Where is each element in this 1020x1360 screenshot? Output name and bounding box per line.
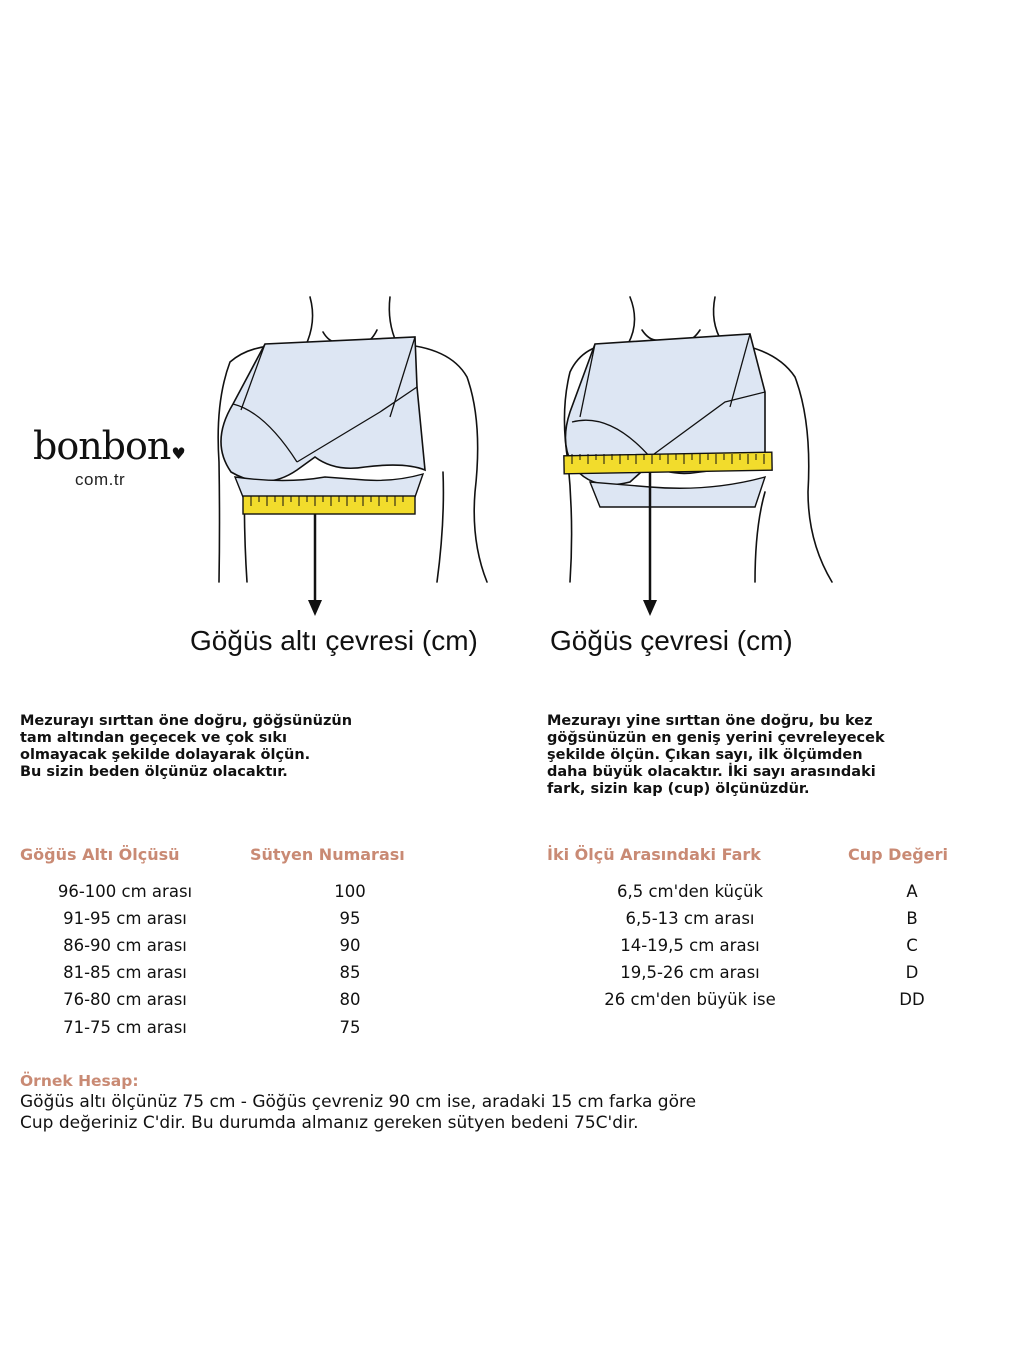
table-cell: DD	[899, 990, 925, 1009]
brand-logo	[33, 424, 185, 468]
table-cell: 14-19,5 cm arası	[620, 936, 760, 955]
table-cell: 81-85 cm arası	[63, 963, 187, 982]
example-title: Örnek Hesap:	[20, 1072, 139, 1090]
table-cell: 71-75 cm arası	[63, 1018, 187, 1037]
table-cell: 26 cm'den büyük ise	[604, 990, 776, 1009]
table-cell: 19,5-26 cm arası	[620, 963, 760, 982]
underbust-instructions: Mezurayı sırttan öne doğru, göğsünüzün tam altından geçecek ve çok sıkı olmayacak şekilde dolayarak ölçün. Bu sizin beden ölçünüz olacaktır.	[20, 713, 353, 780]
table-cell: A	[906, 882, 918, 901]
arrow-down-icon	[308, 514, 322, 616]
table-cell: 6,5-13 cm arası	[625, 909, 755, 928]
brand-domain: com.tr	[75, 470, 126, 489]
example-line: Göğüs altı ölçünüz 75 cm - Göğüs çevreniz 90 cm ise, aradaki 15 cm farka göre	[20, 1092, 697, 1112]
table-cell: 86-90 cm arası	[63, 936, 187, 955]
band-table-header-underbust: Göğüs Altı Ölçüsü	[20, 845, 180, 864]
bra-shape	[221, 337, 425, 482]
table-cell: 76-80 cm arası	[63, 990, 187, 1009]
cup-table-header-difference: İki Ölçü Arasındaki Fark	[547, 845, 761, 864]
table-cell: 100	[334, 882, 366, 901]
bust-instructions: Mezurayı yine sırttan öne doğru, bu kez göğsünüzün en geniş yerini çevreleyecek şekilde ölçün. Çıkan sayı, ilk ölçümden daha büyük olacaktır. İki sayı arasındaki fark, sizin kap (cup) ölçünüzdür.	[547, 713, 885, 797]
table-cell: B	[906, 909, 918, 928]
table-cell: 90	[339, 936, 361, 955]
bust-illustration	[550, 292, 850, 622]
table-cell: C	[906, 936, 918, 955]
heart-icon: ♥	[171, 444, 185, 463]
table-cell: 85	[339, 963, 361, 982]
band-table-header-size: Sütyen Numarası	[250, 845, 405, 864]
table-cell: 6,5 cm'den küçük	[616, 882, 764, 901]
table-cell: 96-100 cm arası	[57, 882, 193, 901]
table-cell: D	[905, 963, 919, 982]
table-cell: 80	[339, 990, 361, 1009]
brand-name: bonbon	[33, 424, 171, 468]
table-cell: 95	[339, 909, 361, 928]
measuring-tape	[243, 496, 415, 514]
bust-caption: Göğüs çevresi (cm)	[550, 625, 793, 656]
table-cell: 91-95 cm arası	[63, 909, 187, 928]
table-cell: 75	[339, 1018, 361, 1037]
example-line: Cup değeriniz C'dir. Bu durumda almanız gereken sütyen bedeni 75C'dir.	[20, 1113, 639, 1133]
underbust-illustration	[205, 292, 505, 622]
cup-table-header-cup: Cup Değeri	[848, 845, 948, 864]
example-text	[20, 1092, 696, 1134]
underbust-caption: Göğüs altı çevresi (cm)	[190, 625, 478, 656]
